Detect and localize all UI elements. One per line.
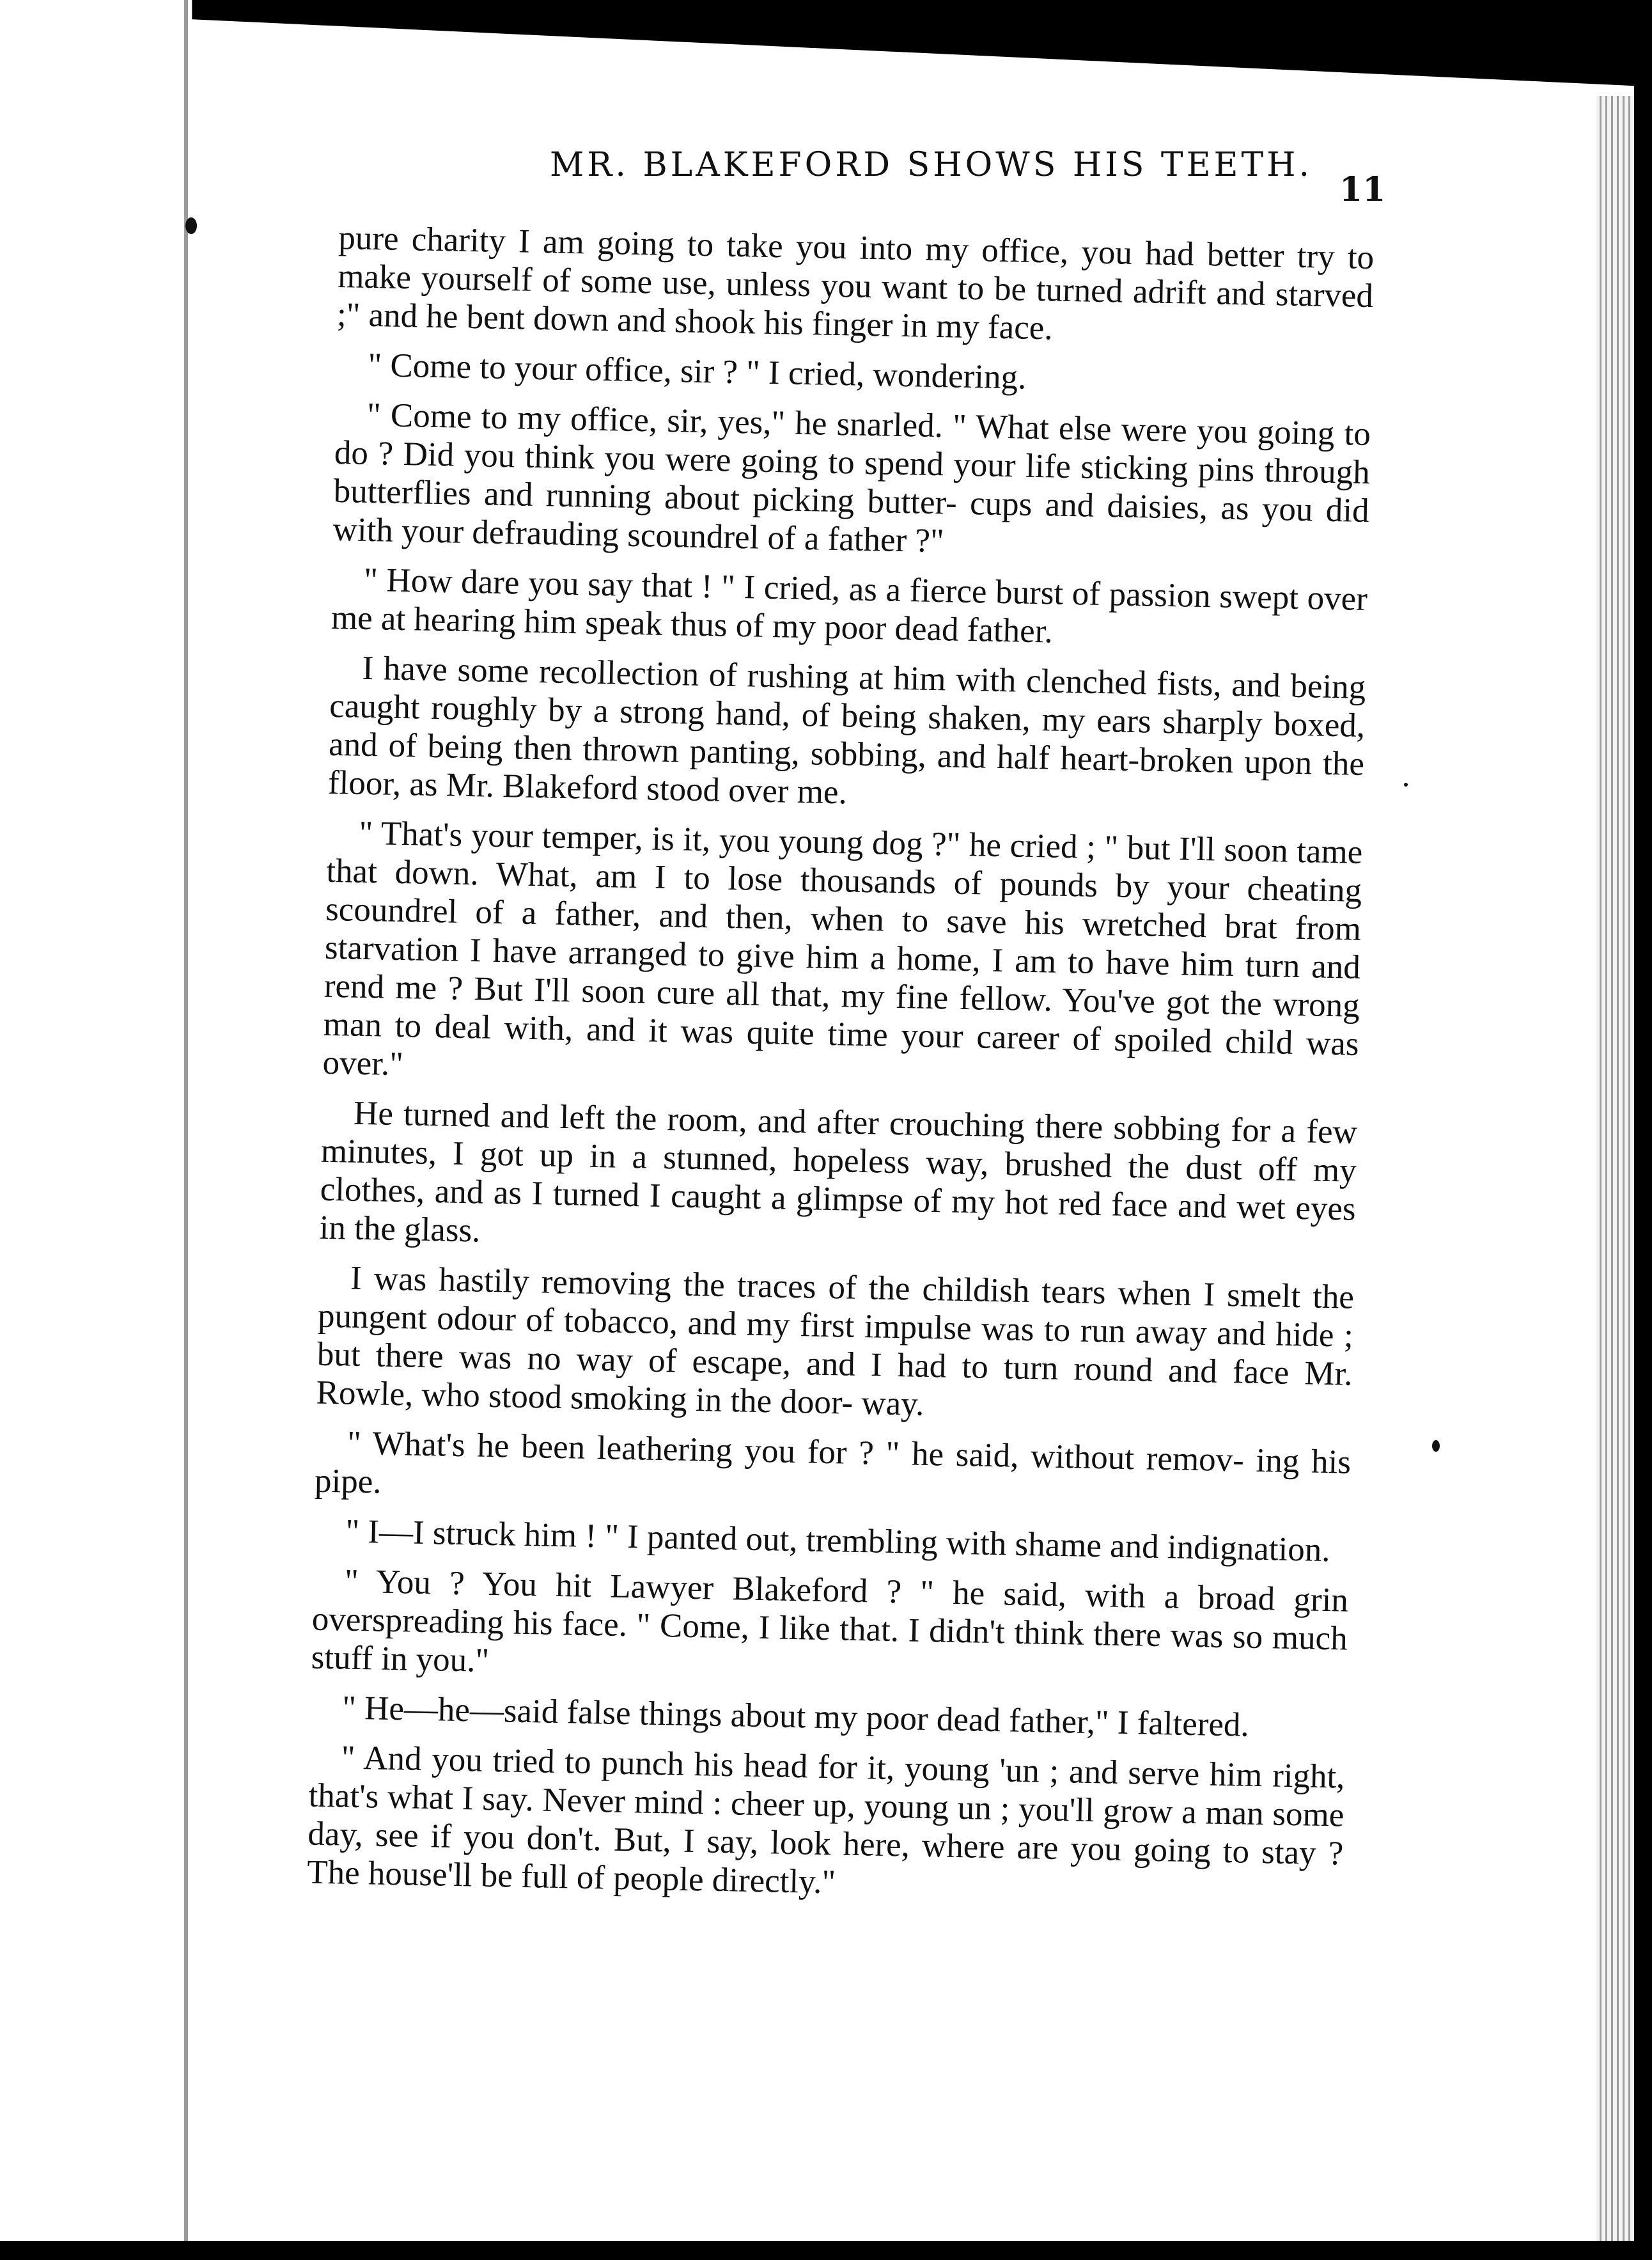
paragraph: " He—he—said false things about my poor dead father," I faltered. — [341, 1689, 1250, 1744]
facing-page-margin — [0, 0, 192, 2241]
paragraph: " You ? You hit Lawyer Blakeford ? " he said, with a broad grin overspreading his face. " Come, I like that. I didn't think there was so much stuff in you." — [311, 1562, 1349, 1679]
running-title: MR. BLAKEFORD SHOWS HIS TEETH. — [550, 146, 1313, 184]
paragraph: " What's he been leathering you for ? " he said, without remov- ing his pipe. — [314, 1424, 1352, 1501]
page-number: 11 — [1339, 170, 1386, 209]
paragraph: " I—I struck him ! " I panted out, trembling with shame and indignation. — [345, 1512, 1331, 1569]
page-edge-stack — [1596, 96, 1634, 2260]
scan-speck — [1404, 783, 1408, 787]
paragraph: He turned and left the room, and after crouching there sobbing for a few minutes, I got up in a stunned, hopeless way, brushed the dust off my clothes, and as I turned I caught a glimpse of my hot red face and wet eyes in the glass. — [319, 1094, 1358, 1250]
scan-speck — [185, 217, 197, 234]
paragraph: I was hastily removing the traces of the childish tears when I smelt the pungent odour of tobacco, and my first impulse was to run away and hide ; but there was no way of escape, and I had to turn round and face Mr. Rowle, who stood smoking in the door- way. — [316, 1259, 1355, 1423]
paragraph: " And you tried to punch his head for it, young 'un ; and serve him right, that's what I say. Never mind : cheer up, young un ; you'll grow a man some day, see if you don't. But, I say, look here, where are you going to stay ? The house'll be full of people directly." — [306, 1739, 1346, 1901]
paragraph: I have some recollection of rushing at him with clenched fists, and being caught roughly by a strong hand, of being shaken, my ears sharply boxed, and of being then thrown panting, sobbing, and half heart-broken upon the floor, as Mr. Blakeford stood over me. — [327, 649, 1366, 812]
paragraph: " Come to my office, sir, yes," he snarled. " What else were you going to do ? Did you think you were going to spend your life sticking pins through butterflies and running about picking butter- cups and daisies, as you did with your defrauding scoundrel of a father ?" — [332, 396, 1371, 560]
scan-speck — [1432, 1440, 1440, 1452]
paragraph: " That's your temper, is it, you young dog ?" he cried ; " but I'll soon tame that down. What, am I to lose thousands of pounds by your cheating scoundrel of a father, and then, when to save his wretched brat from starvation I have arranged to give him a home, I am to have him turn and rend me ? But I'll soon cure all that, my fine fellow. You've got the wrong man to deal with, and it was quite time your career of spoiled child was over." — [322, 814, 1363, 1083]
paragraph: pure charity I am going to take you into my office, you had better try to make yourself of some use, unless you want to be turned adrift and starved ;" and he bent down and shook his finger in my face. — [336, 219, 1375, 347]
paragraph: " How dare you say that ! " I cried, as a fierce burst of passion swept over me at hearing him speak thus of my poor dead father. — [331, 561, 1368, 650]
body-text — [306, 219, 1374, 1923]
spine-shadow — [184, 0, 188, 2241]
paragraph: " Come to your office, sir ? " I cried, wondering. — [368, 346, 1027, 396]
